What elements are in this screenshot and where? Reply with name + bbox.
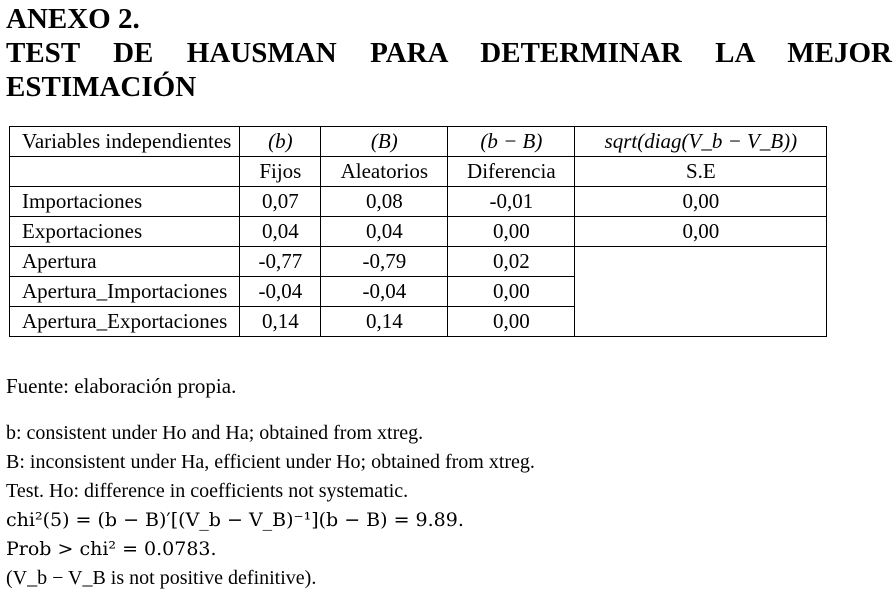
- table-subheader-row: [10, 157, 827, 187]
- document-title: [6, 2, 892, 104]
- header-se: sqrt(diag(V_b − V_B)): [575, 127, 827, 157]
- row-se: 0,00: [575, 217, 827, 247]
- note-b: b: consistent under Ho and Ha; obtained from xtreg.: [6, 422, 424, 444]
- row-variable: Apertura_Importaciones: [10, 277, 240, 307]
- row-B: 0,08: [321, 187, 448, 217]
- title-line-1: ANEXO 2.: [6, 3, 140, 35]
- row-b: 0,14: [240, 307, 321, 337]
- note-B: B: inconsistent under Ha, efficient under Ho; obtained from xtreg.: [6, 451, 535, 473]
- note-positive-definite: (V_b − V_B is not positive definitive).: [6, 567, 317, 589]
- note-prob: Prob > chi² = 0.0783.: [6, 538, 217, 560]
- row-B: 0,14: [321, 307, 448, 337]
- source-note: Fuente: elaboración propia.: [6, 374, 237, 398]
- row-se-merged-empty: [575, 247, 827, 337]
- test-notes: [6, 419, 535, 593]
- header-B: (B): [321, 127, 448, 157]
- subheader-diff: Diferencia: [448, 157, 575, 187]
- row-variable: Exportaciones: [10, 217, 240, 247]
- subheader-se: S.E: [575, 157, 827, 187]
- row-diff: 0,00: [448, 277, 575, 307]
- header-b: (b): [240, 127, 321, 157]
- subheader-b: Fijos: [240, 157, 321, 187]
- row-b: -0,04: [240, 277, 321, 307]
- row-b: 0,04: [240, 217, 321, 247]
- row-b: -0,77: [240, 247, 321, 277]
- title-line-2: TEST DE HAUSMAN PARA DETERMINAR LA MEJOR: [6, 37, 892, 69]
- subheader-empty: [10, 157, 240, 187]
- header-diff: (b − B): [448, 127, 575, 157]
- row-diff: -0,01: [448, 187, 575, 217]
- title-line-3: ESTIMACIÓN: [6, 71, 197, 103]
- row-B: -0,79: [321, 247, 448, 277]
- note-chi2: chi²(5) = (b − B)′[(V_b − V_B)⁻¹](b − B) = 9.89.: [6, 509, 464, 531]
- row-B: 0,04: [321, 217, 448, 247]
- hausman-test-table: [9, 126, 827, 337]
- row-diff: 0,00: [448, 307, 575, 337]
- row-b: 0,07: [240, 187, 321, 217]
- row-variable: Importaciones: [10, 187, 240, 217]
- row-diff: 0,00: [448, 217, 575, 247]
- table-row: [10, 187, 827, 217]
- subheader-B: Aleatorios: [321, 157, 448, 187]
- row-diff: 0,02: [448, 247, 575, 277]
- table-header-row: [10, 127, 827, 157]
- table-row: [10, 247, 827, 277]
- note-test: Test. Ho: difference in coefficients not systematic.: [6, 480, 409, 502]
- row-variable: Apertura: [10, 247, 240, 277]
- row-variable: Apertura_Exportaciones: [10, 307, 240, 337]
- row-B: -0,04: [321, 277, 448, 307]
- row-se: 0,00: [575, 187, 827, 217]
- table-row: [10, 217, 827, 247]
- header-variables: Variables independientes: [10, 127, 240, 157]
